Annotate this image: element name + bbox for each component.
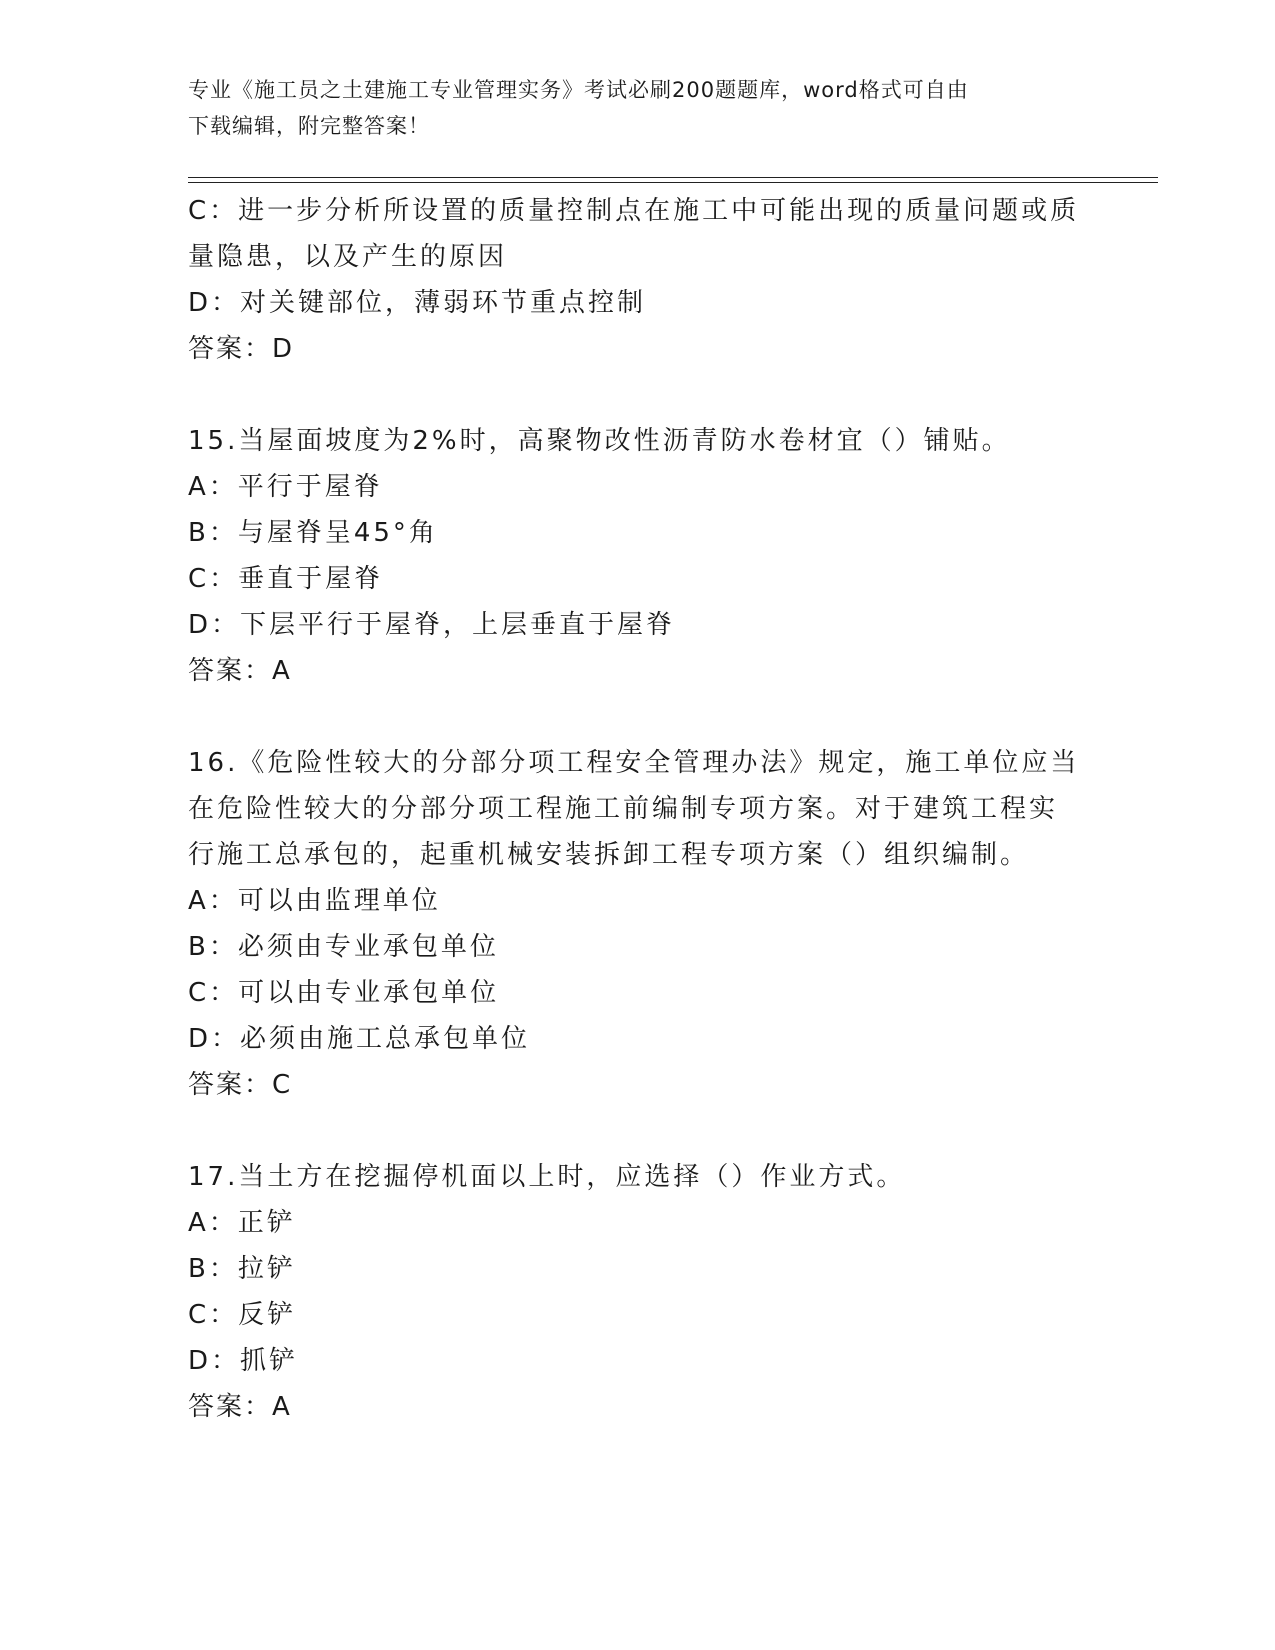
option-b-text: B：拉铲 <box>188 1254 296 1284</box>
question-17 <box>188 1154 1088 1430</box>
option-b-text: B：必须由专业承包单位 <box>188 932 499 962</box>
header-divider-bottom <box>188 182 1158 183</box>
option-c-text: C：进一步分析所设置的质量控制点在施工中可能出现的质量问题或质 <box>188 196 1080 226</box>
answer-text: 答案：D <box>188 334 295 364</box>
question-stem: 15.当屋面坡度为2%时，高聚物改性沥青防水卷材宜（）铺贴。 <box>188 426 1011 456</box>
document-header <box>188 72 1068 144</box>
option-b-text: B：与屋脊呈45°角 <box>188 518 438 548</box>
option-d-text: D：下层平行于屋脊，上层垂直于屋脊 <box>188 610 676 640</box>
question-14-tail <box>188 188 1088 372</box>
option-a-text: A：平行于屋脊 <box>188 472 383 502</box>
option-d-text: D：必须由施工总承包单位 <box>188 1024 531 1054</box>
option-a-text: A：正铲 <box>188 1208 296 1238</box>
spacer <box>188 372 1088 418</box>
question-stem-continued: 在危险性较大的分部分项工程施工前编制专项方案。对于建筑工程实 <box>188 794 1059 824</box>
answer-text: 答案：A <box>188 1392 292 1422</box>
header-line-2: 下载编辑，附完整答案！ <box>188 114 430 138</box>
question-content <box>188 188 1088 1430</box>
option-c-text: C：垂直于屋脊 <box>188 564 384 594</box>
option-d-text: D：对关键部位，薄弱环节重点控制 <box>188 288 647 318</box>
option-c-text: C：反铲 <box>188 1300 297 1330</box>
question-15 <box>188 418 1088 694</box>
answer-text: 答案：A <box>188 656 292 686</box>
spacer <box>188 1108 1088 1154</box>
option-c-text-continued: 量隐患，以及产生的原因 <box>188 242 508 272</box>
option-c-text: C：可以由专业承包单位 <box>188 978 500 1008</box>
question-stem-continued: 行施工总承包的，起重机械安装拆卸工程专项方案（）组织编制。 <box>188 840 1030 870</box>
header-divider-top <box>188 177 1158 178</box>
question-stem: 16.《危险性较大的分部分项工程安全管理办法》规定，施工单位应当 <box>188 748 1080 778</box>
question-stem: 17.当土方在挖掘停机面以上时，应选择（）作业方式。 <box>188 1162 906 1192</box>
spacer <box>188 694 1088 740</box>
option-d-text: D：抓铲 <box>188 1346 299 1376</box>
question-16 <box>188 740 1088 1108</box>
option-a-text: A：可以由监理单位 <box>188 886 441 916</box>
answer-text: 答案：C <box>188 1070 293 1100</box>
header-line-1: 专业《施工员之土建施工专业管理实务》考试必刷200题题库，word格式可自由 <box>188 78 969 102</box>
